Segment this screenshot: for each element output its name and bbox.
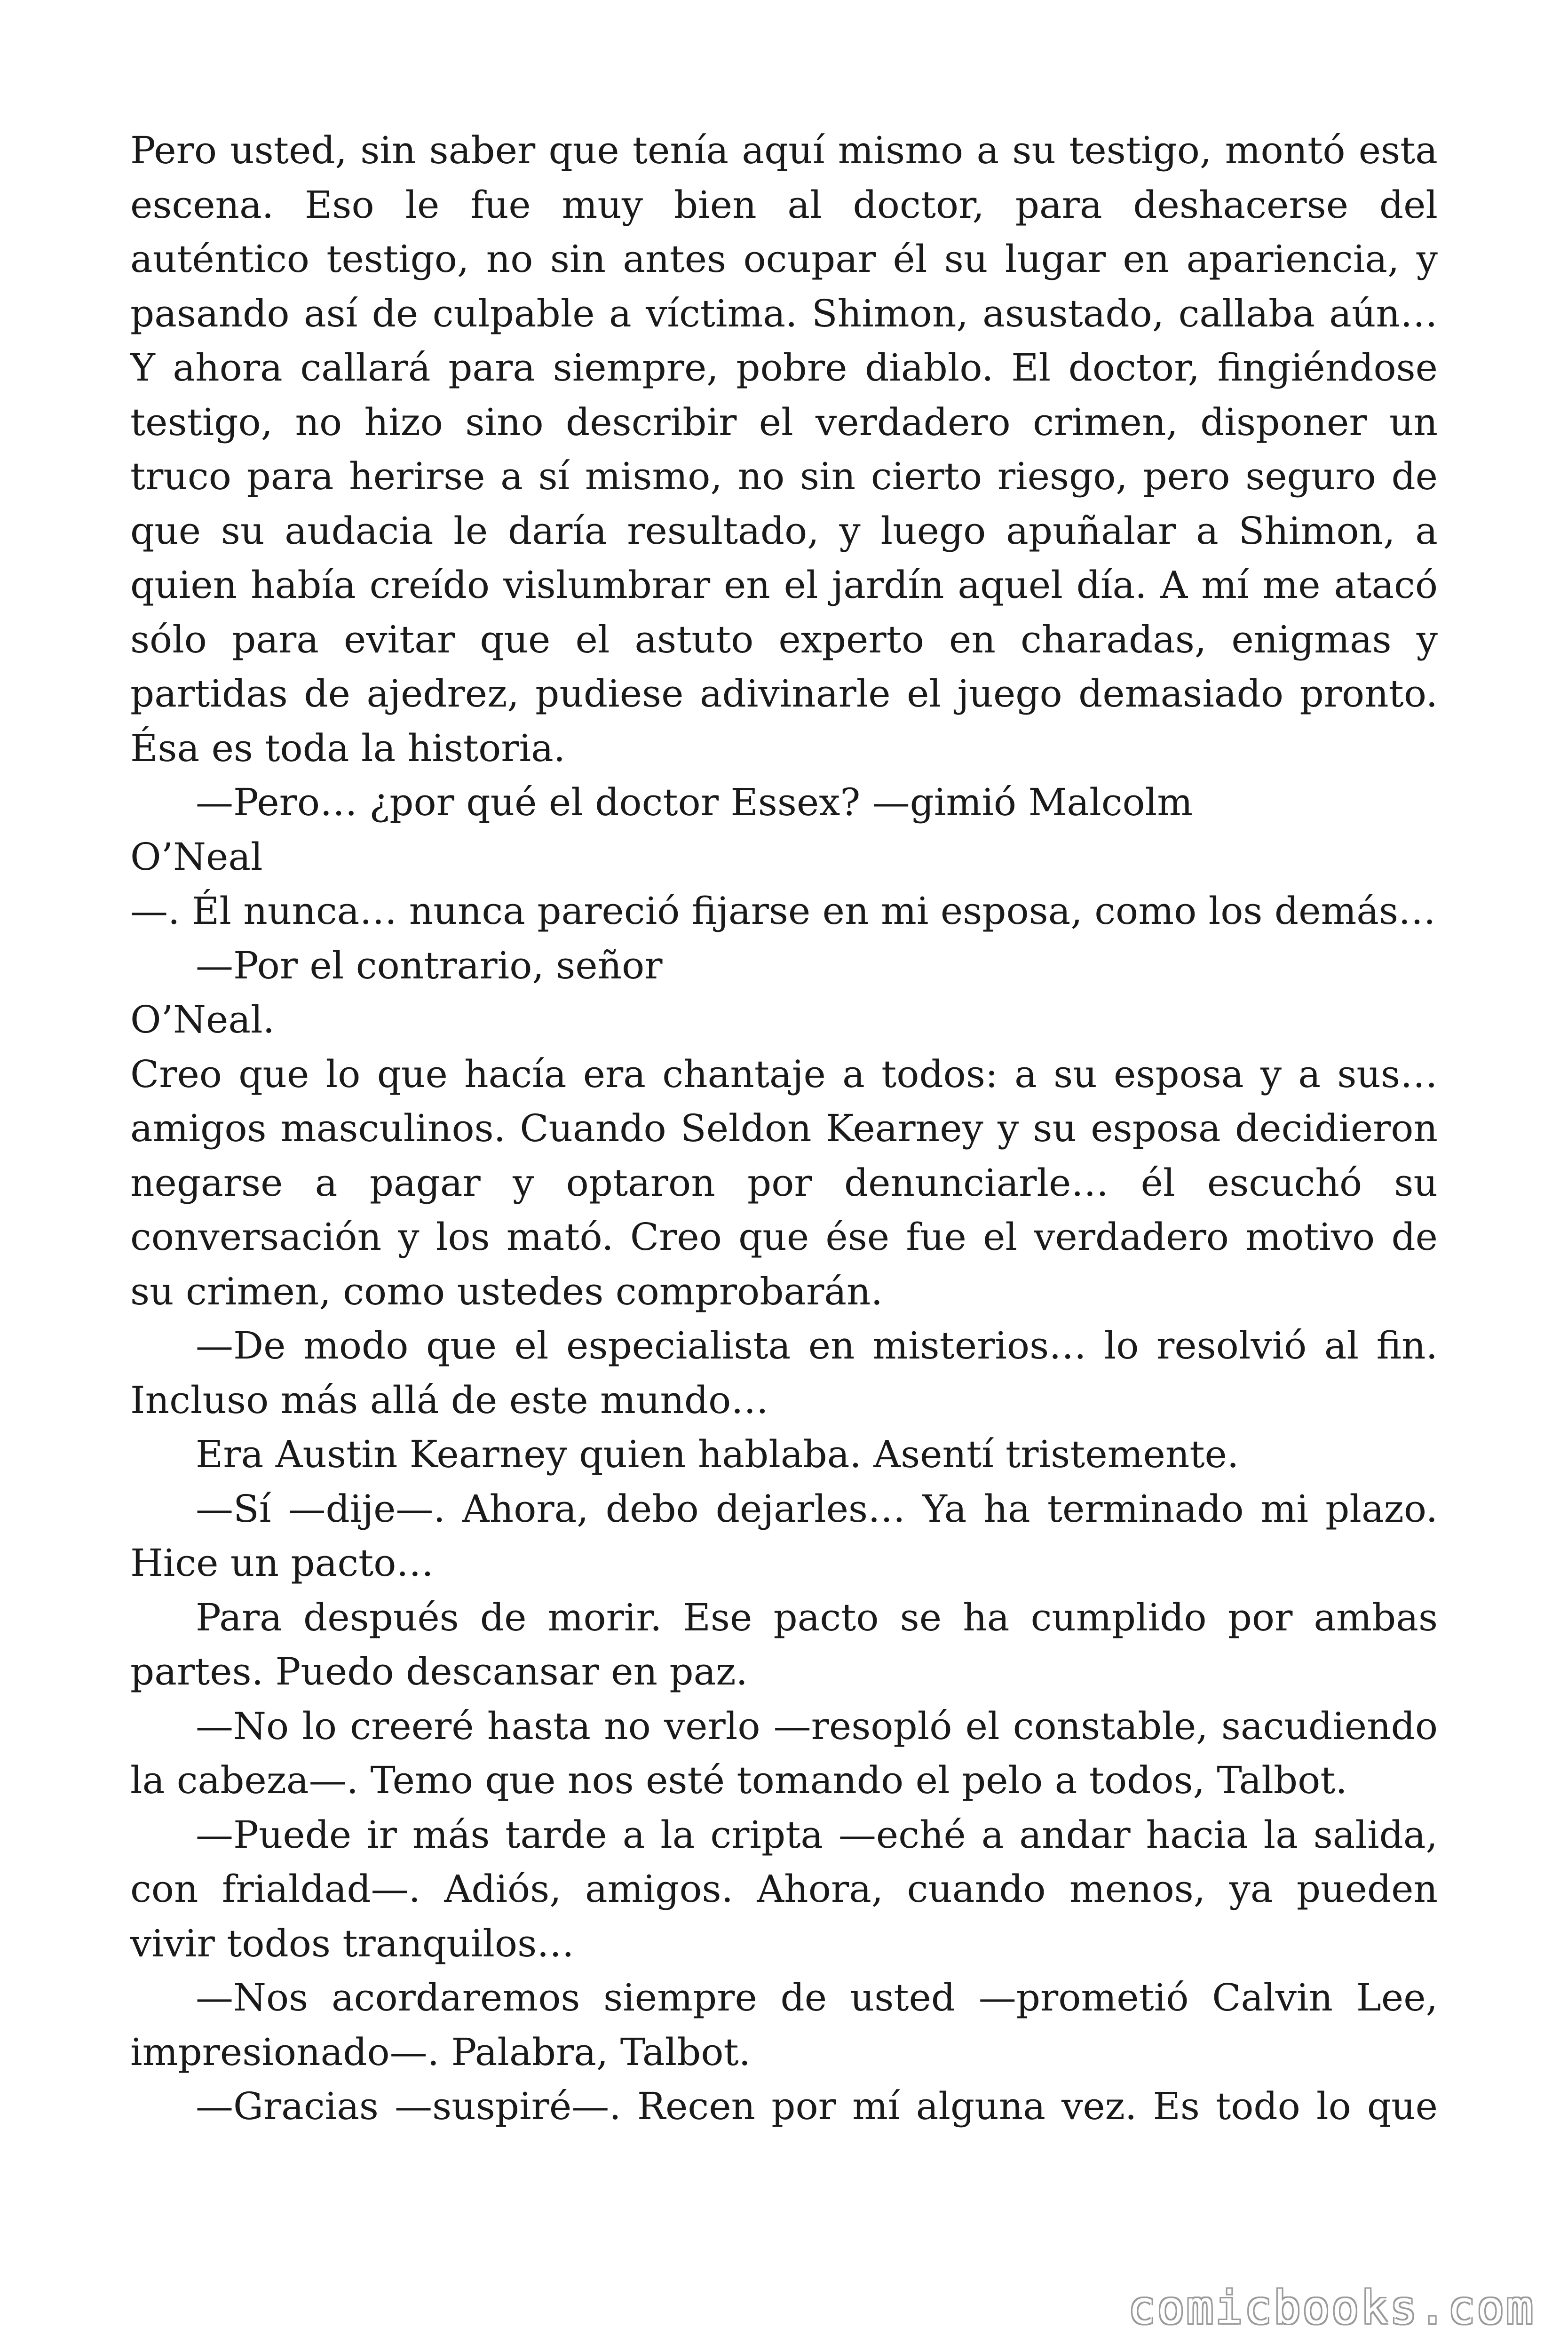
paragraph: —Sí —dije—. Ahora, debo dejarles… Ya ha terminado mi plazo. Hice un pacto… — [130, 1486, 1438, 1585]
paragraph: O’Neal — [130, 834, 263, 879]
paragraph: —Gracias —suspiré—. Recen por mí alguna vez. Es todo lo que — [196, 2084, 1438, 2128]
paragraph: Creo que lo que hacía era chantaje a todos: a su esposa y a sus… amigos masculinos. Cuando Seldon Kearney y su esposa decidieron negarse a pagar y optaron por denunciarle… él escuchó su conversación y los mató. Creo que ése fue el verdadero motivo de su crimen, como ustedes comprobarán. — [130, 1052, 1438, 1313]
page-body — [130, 123, 1438, 2134]
paragraph: Era Austin Kearney quien hablaba. Asentí tristemente. — [196, 1432, 1239, 1476]
paragraph: —De modo que el especialista en misterios… lo resolvió al fin. Incluso más allá de este mundo… — [130, 1324, 1438, 1422]
paragraph: O’Neal. — [130, 998, 275, 1041]
paragraph: —Por el contrario, señor — [196, 943, 663, 987]
watermark: comicbooks.com — [1128, 2281, 1535, 2334]
paragraph: —Puede ir más tarde a la cripta —eché a andar hacia la salida, con frialdad—. Adiós, amigos. Ahora, cuando menos, ya pueden vivir todos tranquilos… — [130, 1812, 1438, 1965]
paragraph: —No lo creeré hasta no verlo —resopló el constable, sacudiendo la cabeza—. Temo que nos esté tomando el pelo a todos, Talbot. — [130, 1704, 1438, 1802]
paragraph: —Nos acordaremos siempre de usted —prometió Calvin Lee, impresionado—. Palabra, Talbot. — [130, 1976, 1438, 2074]
paragraph: Para después de morir. Ese pacto se ha cumplido por ambas partes. Puedo descansar en paz. — [130, 1595, 1438, 1693]
paragraph: —. Él nunca… nunca pareció fijarse en mi esposa, como los demás… — [130, 889, 1436, 933]
paragraph: —Pero… ¿por qué el doctor Essex? —gimió Malcolm — [196, 780, 1193, 824]
paragraph: Pero usted, sin saber que tenía aquí mismo a su testigo, montó esta escena. Eso le fue muy bien al doctor, para deshacerse del auténtico testigo, no sin antes ocupar él su lugar en apariencia, y pasando así de culpable a víctima. Shimon, asustado, callaba aún… Y ahora callará para siempre, pobre diablo. El doctor, fingiéndose testigo, no hizo sino describir el verdadero crimen, disponer un truco para herirse a sí mismo, no sin cierto riesgo, pero seguro de que su audacia le daría resultado, y luego apuñalar a Shimon, a quien había creído vislumbrar en el jardín aquel día. A mí me atacó sólo para evitar que el astuto experto en charadas, enigmas y partidas de ajedrez, pudiese adivinarle el juego demasiado pronto. Ésa es toda la historia. — [130, 128, 1438, 770]
